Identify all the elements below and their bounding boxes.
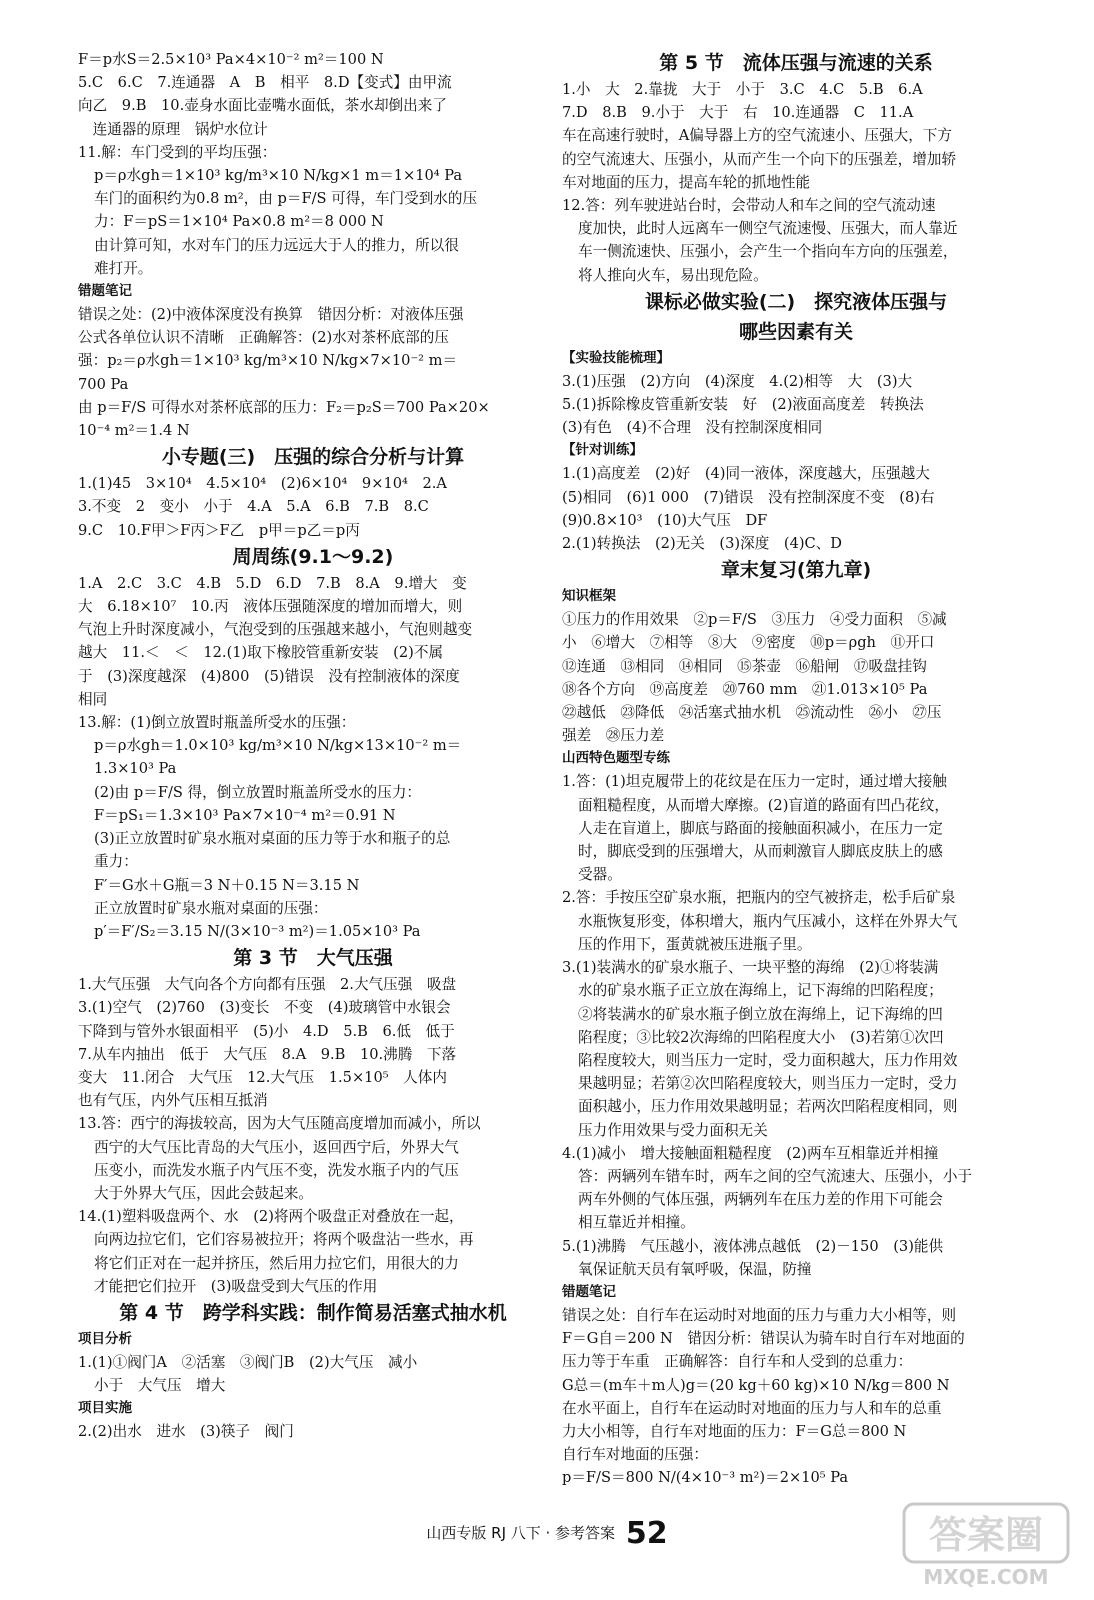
shanxi-special-tag: 山西特色题型专练 (562, 750, 670, 767)
section-title-4: 第 4 节 跨学科实践：制作简易活塞式抽水机 (119, 1301, 507, 1324)
cuoti-block (78, 303, 548, 442)
text-line: 向两边拉它们，它们容易被拉开；将两个吸盘沾一些水，再 (94, 1231, 474, 1249)
right-column (562, 48, 1030, 1490)
text-line: 7.D 8.B 9.小于 大于 右 10.连通器 C 11.A (562, 104, 914, 122)
text-line: 连通器的原理 锅炉水位计 (78, 120, 268, 138)
text-line: 错误之处：(2)中液体深度没有换算 错因分析：对液体压强 (78, 306, 464, 324)
section-title-weekly: 周周练(9.1～9.2) (232, 545, 394, 568)
project-analysis-tag: 项目分析 (78, 1330, 132, 1347)
section-title-zhuanti: 小专题(三) 压强的综合分析与计算 (161, 446, 465, 469)
text-line: 由 p＝F/S 可得水对茶杯底部的压力：F₂＝p₂S＝700 Pa×20× (78, 398, 490, 416)
text-line: ②将装满水的矿泉水瓶子倒立放在海绵上，记下海绵的凹 (578, 1005, 943, 1023)
text-line: 果越明显；若第②次凹陷程度较大，则当压力一定时，受力 (578, 1075, 958, 1093)
text-line: 10⁻⁴ m²＝1.4 N (78, 422, 190, 440)
text-line: F＝G自＝200 N 错因分析：错误认为骑车时自行车对地面的 (562, 1330, 965, 1348)
text-line: 力：F＝pS＝1×10⁴ Pa×0.8 m²＝8 000 N (94, 213, 384, 231)
chapter-review-title: 章末复习(第九章) (720, 559, 872, 582)
text-line: 力大小相等，自行车对地面的压力：F＝G总＝800 N (562, 1422, 907, 1440)
text-line: 车门的面积约为0.8 m²，由 p＝F/S 可得，车门受到水的压 (94, 190, 478, 208)
text-line: 答：两辆列车错车时，两车之间的空气流速大、压强小，小于 (578, 1167, 973, 1185)
text-line: 4.(1)减小 增大接触面粗糙程度 (2)两车互相靠近并相撞 (562, 1144, 939, 1162)
section-5-block (562, 78, 1030, 287)
text-line: 7.从车内抽出 低于 大气压 8.A 9.B 10.沸腾 下落 (78, 1045, 457, 1063)
text-line: 相同 (78, 690, 108, 708)
text-line: 的空气流速大、压强小，从而产生一个向下的压强差，增加轿 (562, 150, 957, 168)
text-line: 强：p₂＝ρ水gh＝1×10³ kg/m³×10 N/kg×7×10⁻² m＝ (78, 352, 458, 370)
text-line: 3.不变 2 变小 小于 4.A 5.A 6.B 7.B 8.C (78, 498, 429, 516)
text-line: 于 (3)深度越深 (4)800 (5)错误 没有控制液体的深度 (78, 667, 460, 685)
text-line: 也有气压，内外气压相互抵消 (78, 1092, 268, 1110)
text-line: ㉒越低 ㉓降低 ㉔活塞式抽水机 ㉕流动性 ㉖小 ㉗压 (562, 704, 942, 722)
text-line: F′＝G水＋G瓶＝3 N＋0.15 N＝3.15 N (94, 876, 360, 894)
text-line: 小于 大气压 增大 (94, 1377, 226, 1395)
section-title-3: 第 3 节 大气压强 (233, 947, 393, 970)
text-line: (3)有色 (4)不合理 没有控制深度相同 (562, 419, 823, 437)
text-line: 5.(1)拆除橡皮管重新安装 好 (2)液面高度差 转换法 (562, 396, 924, 414)
text-line: 在水平面上，自行车在运动时对地面的压力与人和车的总重 (562, 1399, 942, 1417)
left-column (78, 48, 548, 1444)
text-line: 陷程度；③比较2次海绵的凹陷程度大小 (3)若第①次凹 (578, 1028, 944, 1046)
section-tag-cuoti: 错题笔记 (78, 283, 132, 300)
text-line: 气泡上升时深度减小，气泡受到的压强越来越小，气泡则越变 (78, 621, 473, 639)
text-line: 下降到与管外水银面相平 (5)小 4.D 5.B 6.低 低于 (78, 1022, 455, 1040)
text-line: F＝p水S＝2.5×10³ Pa×4×10⁻² m²＝100 N (78, 51, 384, 68)
text-line: 1.A 2.C 3.C 4.B 5.D 6.D 7.B 8.A 9.增大 变 (78, 574, 467, 592)
text-line: p′＝F′/S₂＝3.15 N/(3×10⁻³ m²)＝1.05×10³ Pa (94, 922, 421, 940)
question-13-block (78, 711, 548, 943)
text-line: 车一侧流速快、压强小，会产生一个指向车方向的压强差， (578, 243, 958, 261)
section-4-implementation (78, 1420, 548, 1443)
text-line: 正立放置时矿泉水瓶对桌面的压强： (94, 899, 328, 917)
text-line: 公式各单位认识不清晰 正确解答：(2)水对茶杯底部的压 (78, 329, 449, 347)
text-line: (5)相同 (6)1 000 (7)错误 没有控制深度不变 (8)右 (562, 488, 935, 506)
text-line: 2.(1)转换法 (2)无关 (3)深度 (4)C、D (562, 535, 843, 553)
zhuanti-block (78, 472, 548, 542)
watermark-url: MXQE.COM (923, 1565, 1049, 1589)
experiment-title-line-1: 课标必做实验(二) 探究液体压强与 (644, 290, 948, 313)
error-notes-tag: 错题笔记 (562, 1283, 616, 1300)
error-notes-block (562, 1304, 1030, 1490)
experiment-skills-tag: 【实验技能梳理】 (562, 349, 670, 366)
left-top-block (78, 48, 548, 280)
text-line: 2.答：手按压空矿泉水瓶，把瓶内的空气被挤走，松手后矿泉 (562, 889, 956, 907)
text-line: 两车外侧的气体压强，两辆列车在压力差的作用下可能会 (578, 1191, 943, 1209)
text-line: 重力： (94, 853, 138, 871)
text-line: 13.答：西宁的海拔较高，因为大气压随高度增加而减小，所以 (78, 1115, 481, 1133)
text-line: 9.C 10.F甲＞F丙＞F乙 p甲＝p乙＝p丙 (78, 521, 360, 539)
text-line: 1.小 大 2.靠拢 大于 小于 3.C 4.C 5.B 6.A (562, 81, 923, 98)
text-line: 5.C 6.C 7.连通器 A B 相平 8.D【变式】由甲流 (78, 74, 452, 92)
text-line: 变大 11.闭合 大气压 12.大气压 1.5×10⁵ 人体内 (78, 1068, 447, 1086)
text-line: 向乙 9.B 10.壶身水面比壶嘴水面低，茶水却倒出来了 (78, 97, 447, 115)
text-line: 相互靠近并相撞。 (578, 1214, 695, 1232)
text-line: 强差 ㉘压力差 (562, 727, 665, 745)
text-line: 错误之处：自行车在运动时对地面的压力与重力大小相等，则 (562, 1306, 957, 1324)
text-line: 难打开。 (94, 259, 153, 277)
targeted-training-block (562, 462, 1030, 555)
text-line: 12.答：列车驶进站台时，会带动人和车之间的空气流动速 (562, 197, 936, 215)
text-line: 越大 11.＜ ＜ 12.(1)取下橡胶管重新安装 (2)不属 (78, 644, 444, 662)
text-line: 压的作用下，蛋黄就被压进瓶子里。 (578, 935, 812, 953)
text-line: 西宁的大气压比青岛的大气压小，返回西宁后，外界大气 (94, 1138, 459, 1156)
watermark-text: 答案圈 (928, 1513, 1044, 1557)
text-line: 压力作用效果与受力面积无关 (578, 1121, 768, 1139)
text-line: 陷程度较大，则当压力一定时，受力面积越大，压力作用效 (578, 1051, 958, 1069)
text-line: 水瓶恢复形变，体积增大，瓶内气压减小，这样在外界大气 (578, 912, 958, 930)
text-line: 人走在盲道上，脚底与路面的接触面积减小，在压力一定 (578, 819, 943, 837)
text-line: 面积越小，压力作用效果越明显；若两次凹陷程度相同，则 (578, 1098, 958, 1116)
shanxi-special-block (562, 770, 1030, 1280)
text-line: 车对地面的压力，提高车轮的抓地性能 (562, 173, 811, 191)
text-line: 将它们正对在一起并挤压，然后用力拉它们，用很大的力 (94, 1254, 459, 1272)
text-line: 才能把它们拉开 (3)吸盘受到大气压的作用 (94, 1277, 378, 1295)
text-line: (2)由 p＝F/S 得，倒立放置时瓶盖所受水的压力： (94, 783, 422, 801)
experiment-title-line-2: 哪些因素有关 (738, 320, 853, 343)
text-line: p＝F/S＝800 N/(4×10⁻³ m²)＝2×10⁵ Pa (562, 1469, 849, 1487)
text-line: 压变小，而洗发水瓶子内气压不变，洗发水瓶子内的气压 (94, 1161, 459, 1179)
text-line: p＝ρ水gh＝1.0×10³ kg/m³×10 N/kg×13×10⁻² m＝ (94, 737, 462, 755)
text-line: 3.(1)空气 (2)760 (3)变长 不变 (4)玻璃管中水银会 (78, 999, 451, 1017)
text-line: 大 6.18×10⁷ 10.丙 液体压强随深度的增加而增大，则 (78, 598, 463, 616)
text-line: 1.大气压强 大气向各个方向都有压强 2.大气压强 吸盘 (78, 976, 457, 994)
knowledge-framework-tag: 知识框架 (562, 588, 616, 605)
text-line: 1.(1)45 3×10⁴ 4.5×10⁴ (2)6×10⁴ 9×10⁴ 2.A (78, 475, 447, 493)
text-line: 面粗糙程度，从而增大摩擦。(2)盲道的路面有凹凸花纹， (578, 796, 949, 814)
text-line: ⑱各个方向 ⑲高度差 ⑳760 mm ㉑1.013×10⁵ Pa (562, 680, 928, 698)
text-line: ①压力的作用效果 ②p＝F/S ③压力 ④受力面积 ⑤减 (562, 611, 947, 629)
watermark-logo (898, 1498, 1078, 1592)
page-number: 52 (625, 1516, 668, 1551)
text-line: 时，脚底受到的压强增大，从而刺激盲人脚底皮肤上的感 (578, 843, 943, 861)
text-line: 11.解：车门受到的平均压强： (78, 143, 277, 161)
text-line: G总＝(m车＋m人)g＝(20 kg＋60 kg)×10 N/kg＝800 N (562, 1376, 950, 1394)
text-line: 受器。 (578, 866, 622, 884)
weekly-block (78, 572, 548, 711)
text-line: 14.(1)塑料吸盘两个、水 (2)将两个吸盘正对叠放在一起， (78, 1208, 464, 1226)
text-line: 5.(1)沸腾 气压越小，液体沸点越低 (2)－150 (3)能供 (562, 1237, 944, 1255)
text-line: 大于外界大气压，因此会鼓起来。 (94, 1184, 313, 1202)
text-line: 氧保证航天员有氧呼吸，保温，防撞 (578, 1260, 812, 1278)
text-line: 3.(1)压强 (2)方向 (4)深度 4.(2)相等 大 (3)大 (562, 372, 913, 390)
text-line: 水的矿泉水瓶子正立放在海绵上，记下海绵的凹陷程度； (578, 982, 943, 1000)
text-line: 压力等于车重 正确解答：自行车和人受到的总重力： (562, 1353, 913, 1371)
text-line: 由计算可知，水对车门的压力远远大于人的推力，所以很 (94, 236, 459, 254)
text-line: ⑫连通 ⑬相同 ⑭相同 ⑮茶壶 ⑯船闸 ⑰吸盘挂钩 (562, 657, 927, 675)
text-line: 2.(2)出水 进水 (3)筷子 阀门 (78, 1423, 294, 1441)
text-line: F＝pS₁＝1.3×10³ Pa×7×10⁻⁴ m²＝0.91 N (94, 806, 396, 824)
project-implementation-tag: 项目实施 (78, 1400, 132, 1417)
text-line: 自行车对地面的压强： (562, 1446, 708, 1464)
text-line: (9)0.8×10³ (10)大气压 DF (562, 511, 768, 529)
text-line: (3)正立放置时矿泉水瓶对桌面的压力等于水和瓶子的总 (94, 830, 451, 848)
text-line: 1.(1)高度差 (2)好 (4)同一液体，深度越大，压强越大 (562, 465, 930, 483)
text-line: 将人推向火车，易出现危险。 (578, 266, 768, 284)
text-line: 度加快，此时人远离车一侧空气流速慢、压强大，而人靠近 (578, 220, 958, 238)
text-line: 1.(1)①阀门A ②活塞 ③阀门B (2)大气压 减小 (78, 1353, 418, 1371)
experiment-skills-block (562, 370, 1030, 440)
text-line: 1.答：(1)坦克履带上的花纹是在压力一定时，通过增大接触 (562, 773, 947, 791)
text-line: 车在高速行驶时，A偏导器上方的空气流速小、压强大，下方 (562, 127, 952, 145)
text-line: 13.解：(1)倒立放置时瓶盖所受水的压强： (78, 714, 356, 732)
text-line: 3.(1)装满水的矿泉水瓶子、一块平整的海绵 (2)①将装满 (562, 959, 939, 977)
targeted-training-tag: 【针对训练】 (562, 442, 643, 459)
section-4-analysis (78, 1351, 548, 1397)
text-line: 1.3×10³ Pa (94, 760, 177, 778)
text-line: 小 ⑥增大 ⑦相等 ⑧大 ⑨密度 ⑩p＝ρgh ⑪开口 (562, 634, 935, 652)
text-line: 700 Pa (78, 375, 129, 393)
section-title-5: 第 5 节 流体压强与流速的关系 (659, 52, 933, 74)
section-3-block (78, 973, 548, 1298)
text-line: p＝ρ水gh＝1×10³ kg/m³×10 N/kg×1 m＝1×10⁴ Pa (94, 167, 463, 185)
footer-label: 山西专版 RJ 八下 · 参考答案 (426, 1524, 616, 1542)
knowledge-framework-block (562, 608, 1030, 747)
